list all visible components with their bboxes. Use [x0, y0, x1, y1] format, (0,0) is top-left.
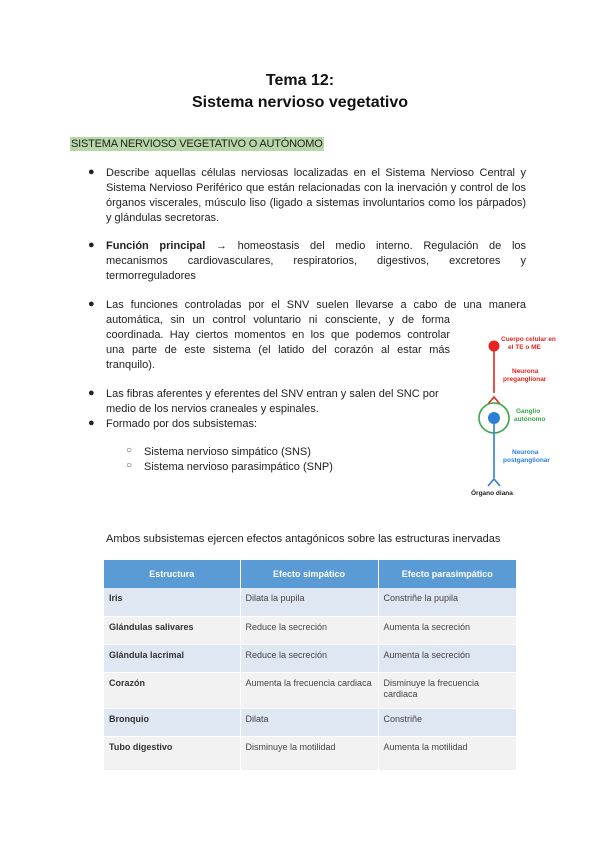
cell-body-dot	[489, 341, 500, 352]
table-row	[104, 672, 516, 708]
paragraph-line: Sistema Nervioso Periférico que están relacionadas con la inervación y control de los	[106, 182, 526, 194]
cell-structure: Glándula lacrimal	[104, 644, 240, 672]
cell-structure: Corazón	[104, 672, 240, 708]
label-target-organ: Órgano diana	[471, 490, 513, 497]
label-ganglion: Ganglio	[516, 408, 541, 415]
paragraph-line: Las fibras aferentes y eferentes del SNV entran y salen del SNC por	[106, 388, 439, 400]
function-label: Función principal	[106, 240, 206, 252]
cell-sympathetic: Dilata la pupila	[240, 588, 378, 616]
bullet-marker: ●	[88, 298, 95, 310]
paragraph-line: coordinada. Hay ciertos momentos en los que podemos controlar	[106, 329, 450, 341]
paragraph-line: y glándulas secretoras.	[106, 212, 220, 224]
label-ganglion-2: autónomo	[514, 416, 546, 423]
cell-structure: Glándulas salivares	[104, 616, 240, 644]
label-postganglionic-2: postganglionar	[503, 457, 550, 464]
cell-parasympathetic: Constriñe	[378, 708, 516, 736]
cell-structure: Bronquio	[104, 708, 240, 736]
cell-parasympathetic: Aumenta la motilidad	[378, 736, 516, 770]
cell-parasympathetic: Disminuye la frecuencia cardiaca	[378, 672, 516, 708]
paragraph-line: tranquilo).	[106, 359, 155, 371]
page-title-line-2: Sistema nervioso vegetativo	[191, 94, 409, 111]
cell-parasympathetic: Constriñe la pupila	[378, 588, 516, 616]
table-row	[104, 736, 516, 770]
cell-parasympathetic: Aumenta la secreción	[378, 616, 516, 644]
bullet-marker: ●	[88, 417, 95, 429]
target-terminal	[488, 479, 500, 486]
paragraph-line: Formado por dos subsistemas:	[106, 418, 258, 430]
paragraph-line: Las funciones controladas por el SNV suelen llevarse a cabo de una manera	[106, 299, 526, 311]
sub-bullet-marker: ○	[126, 460, 133, 471]
function-text: → homeostasis del medio interno. Regulación de los	[215, 240, 527, 252]
table-row	[104, 708, 516, 736]
cell-sympathetic: Reduce la secreción	[240, 644, 378, 672]
paragraph-line: automática, sin un control voluntario ni consciente, y de forma	[106, 314, 450, 326]
cell-sympathetic: Reduce la secreción	[240, 616, 378, 644]
label-preganglionic: Neurona	[512, 368, 539, 375]
header-parasympathetic: Efecto parasimpático	[378, 560, 516, 588]
paragraph-line: Describe aquellas células nerviosas localizadas en el Sistema Nervioso Central y	[106, 167, 526, 179]
cell-structure: Iris	[104, 588, 240, 616]
label-postganglionic: Neurona	[512, 449, 539, 456]
sub-bullet-marker: ○	[126, 445, 133, 456]
bullet-marker: ●	[88, 387, 95, 399]
label-preganglionic-2: preganglionar	[503, 376, 547, 383]
page-title-line-1: Tema 12:	[265, 72, 335, 89]
bullet-marker: ●	[88, 239, 95, 251]
paragraph-line: mecanismos cardiovasculares, respiratorios, digestivos, excretores y	[106, 255, 526, 267]
table-intro: Ambos subsistemas ejercen efectos antagónicos sobre las estructuras inervadas	[106, 533, 501, 545]
header-structure: Estructura	[104, 560, 240, 588]
bullet-marker: ●	[88, 166, 95, 178]
paragraph-line: termorreguladores	[106, 270, 196, 282]
comparison-table	[104, 560, 517, 771]
cell-sympathetic: Aumenta la frecuencia cardiaca	[240, 672, 378, 708]
paragraph-line: una parte de este sistema (el latido del corazón al estar más	[106, 344, 450, 356]
sub-list-item-snp: Sistema nervioso parasimpático (SNP)	[144, 461, 333, 473]
sub-list-item-sns: Sistema nervioso simpático (SNS)	[144, 446, 311, 458]
table-row	[104, 616, 516, 644]
cell-structure: Tubo digestivo	[104, 736, 240, 770]
cell-sympathetic: Disminuye la motilidad	[240, 736, 378, 770]
header-sympathetic: Efecto simpático	[240, 560, 378, 588]
neuron-diagram	[448, 330, 568, 498]
cell-parasympathetic: Aumenta la secreción	[378, 644, 516, 672]
paragraph-line: órganos viscerales, músculo liso (ligado a sistemas involuntarios como los párpados)	[106, 197, 526, 209]
paragraph-line: medio de los nervios craneales y espinales.	[106, 403, 319, 415]
ganglion-neuron-dot	[488, 412, 500, 424]
table-header-row	[104, 560, 516, 588]
label-cell-body-2: el TE o ME	[508, 344, 541, 351]
table-row	[104, 588, 516, 616]
label-cell-body: Cuerpo celular en	[501, 336, 556, 343]
paragraph-line	[106, 239, 526, 255]
cell-sympathetic: Dilata	[240, 708, 378, 736]
table-row	[104, 644, 516, 672]
section-heading: SISTEMA NERVIOSO VEGETATIVO O AUTÓNOMO	[71, 138, 323, 150]
